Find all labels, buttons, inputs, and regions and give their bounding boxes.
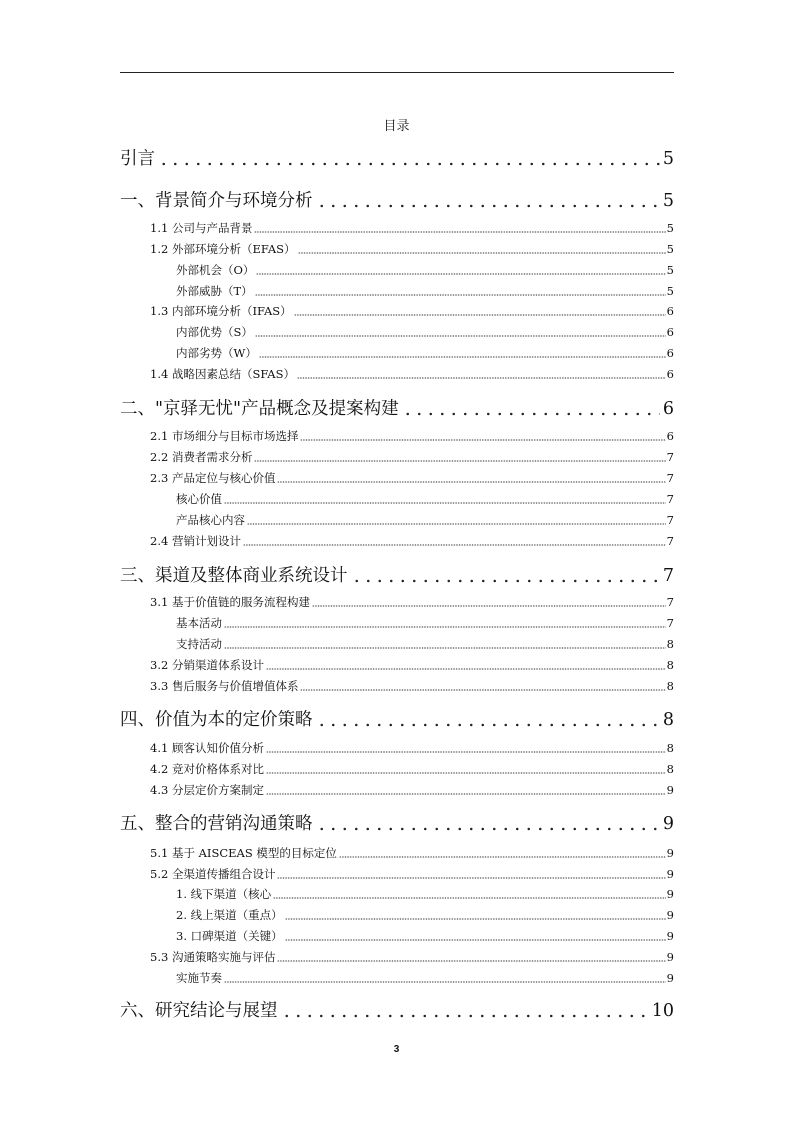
toc-entry-title: 2.3 产品定位与核心价值	[150, 471, 276, 485]
toc-entry[interactable]	[120, 148, 674, 170]
toc-entry-page: 8	[666, 762, 674, 776]
page-number: 3	[393, 1044, 400, 1055]
dot-leader	[224, 502, 666, 504]
dot-leader	[224, 647, 666, 649]
toc-entry-page: 9	[666, 887, 674, 901]
toc-entry-page: 6	[666, 429, 674, 443]
toc-entry-title: 四、价值为本的定价策略	[120, 710, 313, 730]
toc-entry-title: 三、渠道及整体商业系统设计	[120, 566, 348, 586]
toc-entry-title: 5.1 基于 AISCEAS 模型的目标定位	[150, 846, 337, 860]
dot-leader	[277, 877, 665, 879]
toc-entry-title: 2.1 市场细分与目标市场选择	[150, 429, 299, 443]
toc-entry[interactable]	[120, 637, 674, 652]
toc-entry-page: 9	[666, 846, 674, 860]
toc-entry[interactable]	[120, 908, 674, 923]
toc-entry[interactable]	[120, 658, 674, 673]
toc-entry-page: 9	[666, 929, 674, 943]
toc-entry-title: 五、整合的营销沟通策略	[120, 814, 313, 834]
toc-entry[interactable]	[120, 346, 674, 361]
toc-entry-title: 基本活动	[176, 616, 222, 630]
toc-title: 目录	[383, 119, 410, 134]
dot-leader	[266, 668, 666, 670]
toc-entry[interactable]	[120, 813, 674, 835]
toc-entry-page: 6	[666, 325, 674, 339]
toc-entry-page: 9	[662, 814, 674, 834]
dot-leader	[339, 856, 666, 858]
dot-leader	[255, 335, 666, 337]
dot-leader	[256, 273, 665, 275]
dot-leader	[254, 460, 665, 462]
toc-entry-page: 8	[662, 710, 674, 730]
toc-entry-page: 6	[666, 304, 674, 318]
toc-entry-page: 6	[666, 346, 674, 360]
toc-entry-page: 10	[651, 1001, 674, 1021]
dot-leader	[294, 314, 666, 316]
toc-entry-title: 一、背景简介与环境分析	[120, 191, 313, 211]
dot-leader	[316, 204, 660, 208]
dot-leader	[273, 897, 666, 899]
dot-leader	[158, 162, 660, 166]
toc-entry-title: 内部优势（S）	[176, 325, 253, 339]
dot-leader	[312, 605, 666, 607]
dot-leader	[224, 626, 666, 628]
toc-entry-page: 7	[666, 513, 674, 527]
toc-entry[interactable]	[120, 762, 674, 777]
toc-entry-page: 6	[666, 367, 674, 381]
toc-entry[interactable]	[120, 709, 674, 731]
toc-entry[interactable]	[120, 367, 674, 382]
toc-entry-title: 1.3 内部环境分析（IFAS）	[150, 304, 292, 318]
toc-entry[interactable]	[120, 398, 674, 420]
toc-entry-title: 3.2 分销渠道体系设计	[150, 658, 264, 672]
toc-entry-page: 8	[666, 679, 674, 693]
toc-entry[interactable]	[120, 534, 674, 549]
toc-entry-page: 5	[666, 242, 674, 256]
toc-entry[interactable]	[120, 887, 674, 902]
toc-entry-page: 8	[666, 741, 674, 755]
toc-entry-title: 实施节奏	[176, 971, 222, 985]
toc-entry[interactable]	[120, 679, 674, 694]
toc-entry-title: 1.4 战略因素总结（SFAS）	[150, 367, 295, 381]
toc-entry-page: 7	[666, 471, 674, 485]
toc-entry[interactable]	[120, 325, 674, 340]
toc-entry[interactable]	[120, 304, 674, 319]
toc-entry-title: 核心价值	[176, 492, 222, 506]
toc-entry[interactable]	[120, 450, 674, 465]
toc-entry[interactable]	[120, 846, 674, 861]
toc-entry-page: 7	[666, 534, 674, 548]
toc-entry[interactable]	[120, 950, 674, 965]
dot-leader	[316, 827, 660, 831]
toc-entry-page: 7	[666, 616, 674, 630]
toc-entry-title: 内部劣势（W）	[176, 346, 257, 360]
toc-entry-title: 3. 口碑渠道（关键）	[176, 929, 283, 943]
dot-leader	[351, 579, 660, 583]
toc-entry[interactable]	[120, 471, 674, 486]
toc-entry-page: 5	[666, 221, 674, 235]
dot-leader	[254, 231, 665, 233]
toc-entry-title: 引言	[120, 149, 155, 169]
toc-entry-page: 9	[666, 950, 674, 964]
toc-entry-page: 7	[666, 492, 674, 506]
toc-entry-title: 1. 线下渠道（核心	[176, 887, 272, 901]
toc-entry-title: 2. 线上渠道（重点）	[176, 908, 283, 922]
toc-entry[interactable]	[120, 242, 674, 257]
toc-entry-title: 2.2 消费者需求分析	[150, 450, 253, 464]
toc-entry-title: 2.4 营销计划设计	[150, 534, 241, 548]
toc-entry[interactable]	[120, 595, 674, 610]
toc-entry[interactable]	[120, 741, 674, 756]
toc-entry-page: 5	[662, 149, 674, 169]
dot-leader	[277, 960, 665, 962]
dot-leader	[285, 918, 666, 920]
toc-entry[interactable]	[120, 971, 674, 986]
header-rule	[120, 72, 674, 73]
toc-entry-page: 8	[666, 637, 674, 651]
toc-entry-page: 5	[662, 191, 674, 211]
dot-leader	[285, 939, 666, 941]
toc-entry-page: 5	[666, 263, 674, 277]
toc-entry-title: 3.1 基于价值链的服务流程构建	[150, 595, 310, 609]
toc-entry[interactable]	[120, 565, 674, 587]
toc-entry-title: 支持活动	[176, 637, 222, 651]
toc-entry-title: 外部机会（O）	[176, 263, 255, 277]
toc-entry-title: 产品核心内容	[176, 513, 245, 527]
dot-leader	[243, 544, 666, 546]
toc-entry-title: 1.2 外部环境分析（EFAS）	[150, 242, 296, 256]
toc-entry[interactable]	[120, 867, 674, 882]
toc-entry-page: 9	[666, 867, 674, 881]
toc-entry[interactable]	[120, 429, 674, 444]
toc-entry-title: 外部威胁（T）	[176, 284, 253, 298]
toc-entry-title: 4.3 分层定价方案制定	[150, 783, 264, 797]
dot-leader	[266, 772, 666, 774]
toc-entry-title: 5.2 全渠道传播组合设计	[150, 867, 276, 881]
dot-leader	[300, 689, 665, 691]
dot-leader	[255, 294, 666, 296]
dot-leader	[402, 412, 660, 416]
toc-entry-page: 5	[666, 284, 674, 298]
toc-entry-title: 1.1 公司与产品背景	[150, 221, 253, 235]
dot-leader	[297, 377, 666, 379]
dot-leader	[300, 439, 665, 441]
toc-entry[interactable]	[120, 1000, 674, 1022]
toc-entry-page: 7	[666, 450, 674, 464]
dot-leader	[298, 252, 666, 254]
toc-entry[interactable]	[120, 513, 674, 528]
dot-leader	[247, 523, 666, 525]
toc-entry-page: 9	[666, 783, 674, 797]
toc-entry-page: 8	[666, 658, 674, 672]
dot-leader	[316, 723, 660, 727]
toc-entry[interactable]	[120, 190, 674, 212]
toc-entry-title: 4.1 顾客认知价值分析	[150, 741, 264, 755]
toc-entry-page: 7	[666, 595, 674, 609]
toc-entry[interactable]	[120, 929, 674, 944]
toc-entry-page: 7	[662, 566, 674, 586]
toc-entry[interactable]	[120, 783, 674, 798]
toc-entry-title: 5.3 沟通策略实施与评估	[150, 950, 276, 964]
toc-entry-title: 4.2 竞对价格体系对比	[150, 762, 264, 776]
toc-entry[interactable]	[120, 263, 674, 278]
dot-leader	[277, 481, 665, 483]
dot-leader	[266, 751, 666, 753]
toc-entry[interactable]	[120, 284, 674, 299]
toc-entry-page: 9	[666, 971, 674, 985]
toc-entry[interactable]	[120, 616, 674, 631]
dot-leader	[281, 1014, 649, 1018]
toc-entry-title: 3.3 售后服务与价值增值体系	[150, 679, 299, 693]
toc-entry[interactable]	[120, 492, 674, 507]
toc-entry-title: 二、"京驿无忧"产品概念及提案构建	[120, 399, 399, 419]
toc-entry[interactable]	[120, 221, 674, 236]
dot-leader	[259, 356, 666, 358]
toc-entry-page: 6	[662, 399, 674, 419]
dot-leader	[266, 793, 666, 795]
toc-entry-title: 六、研究结论与展望	[120, 1001, 278, 1021]
dot-leader	[224, 981, 666, 983]
toc-entry-page: 9	[666, 908, 674, 922]
